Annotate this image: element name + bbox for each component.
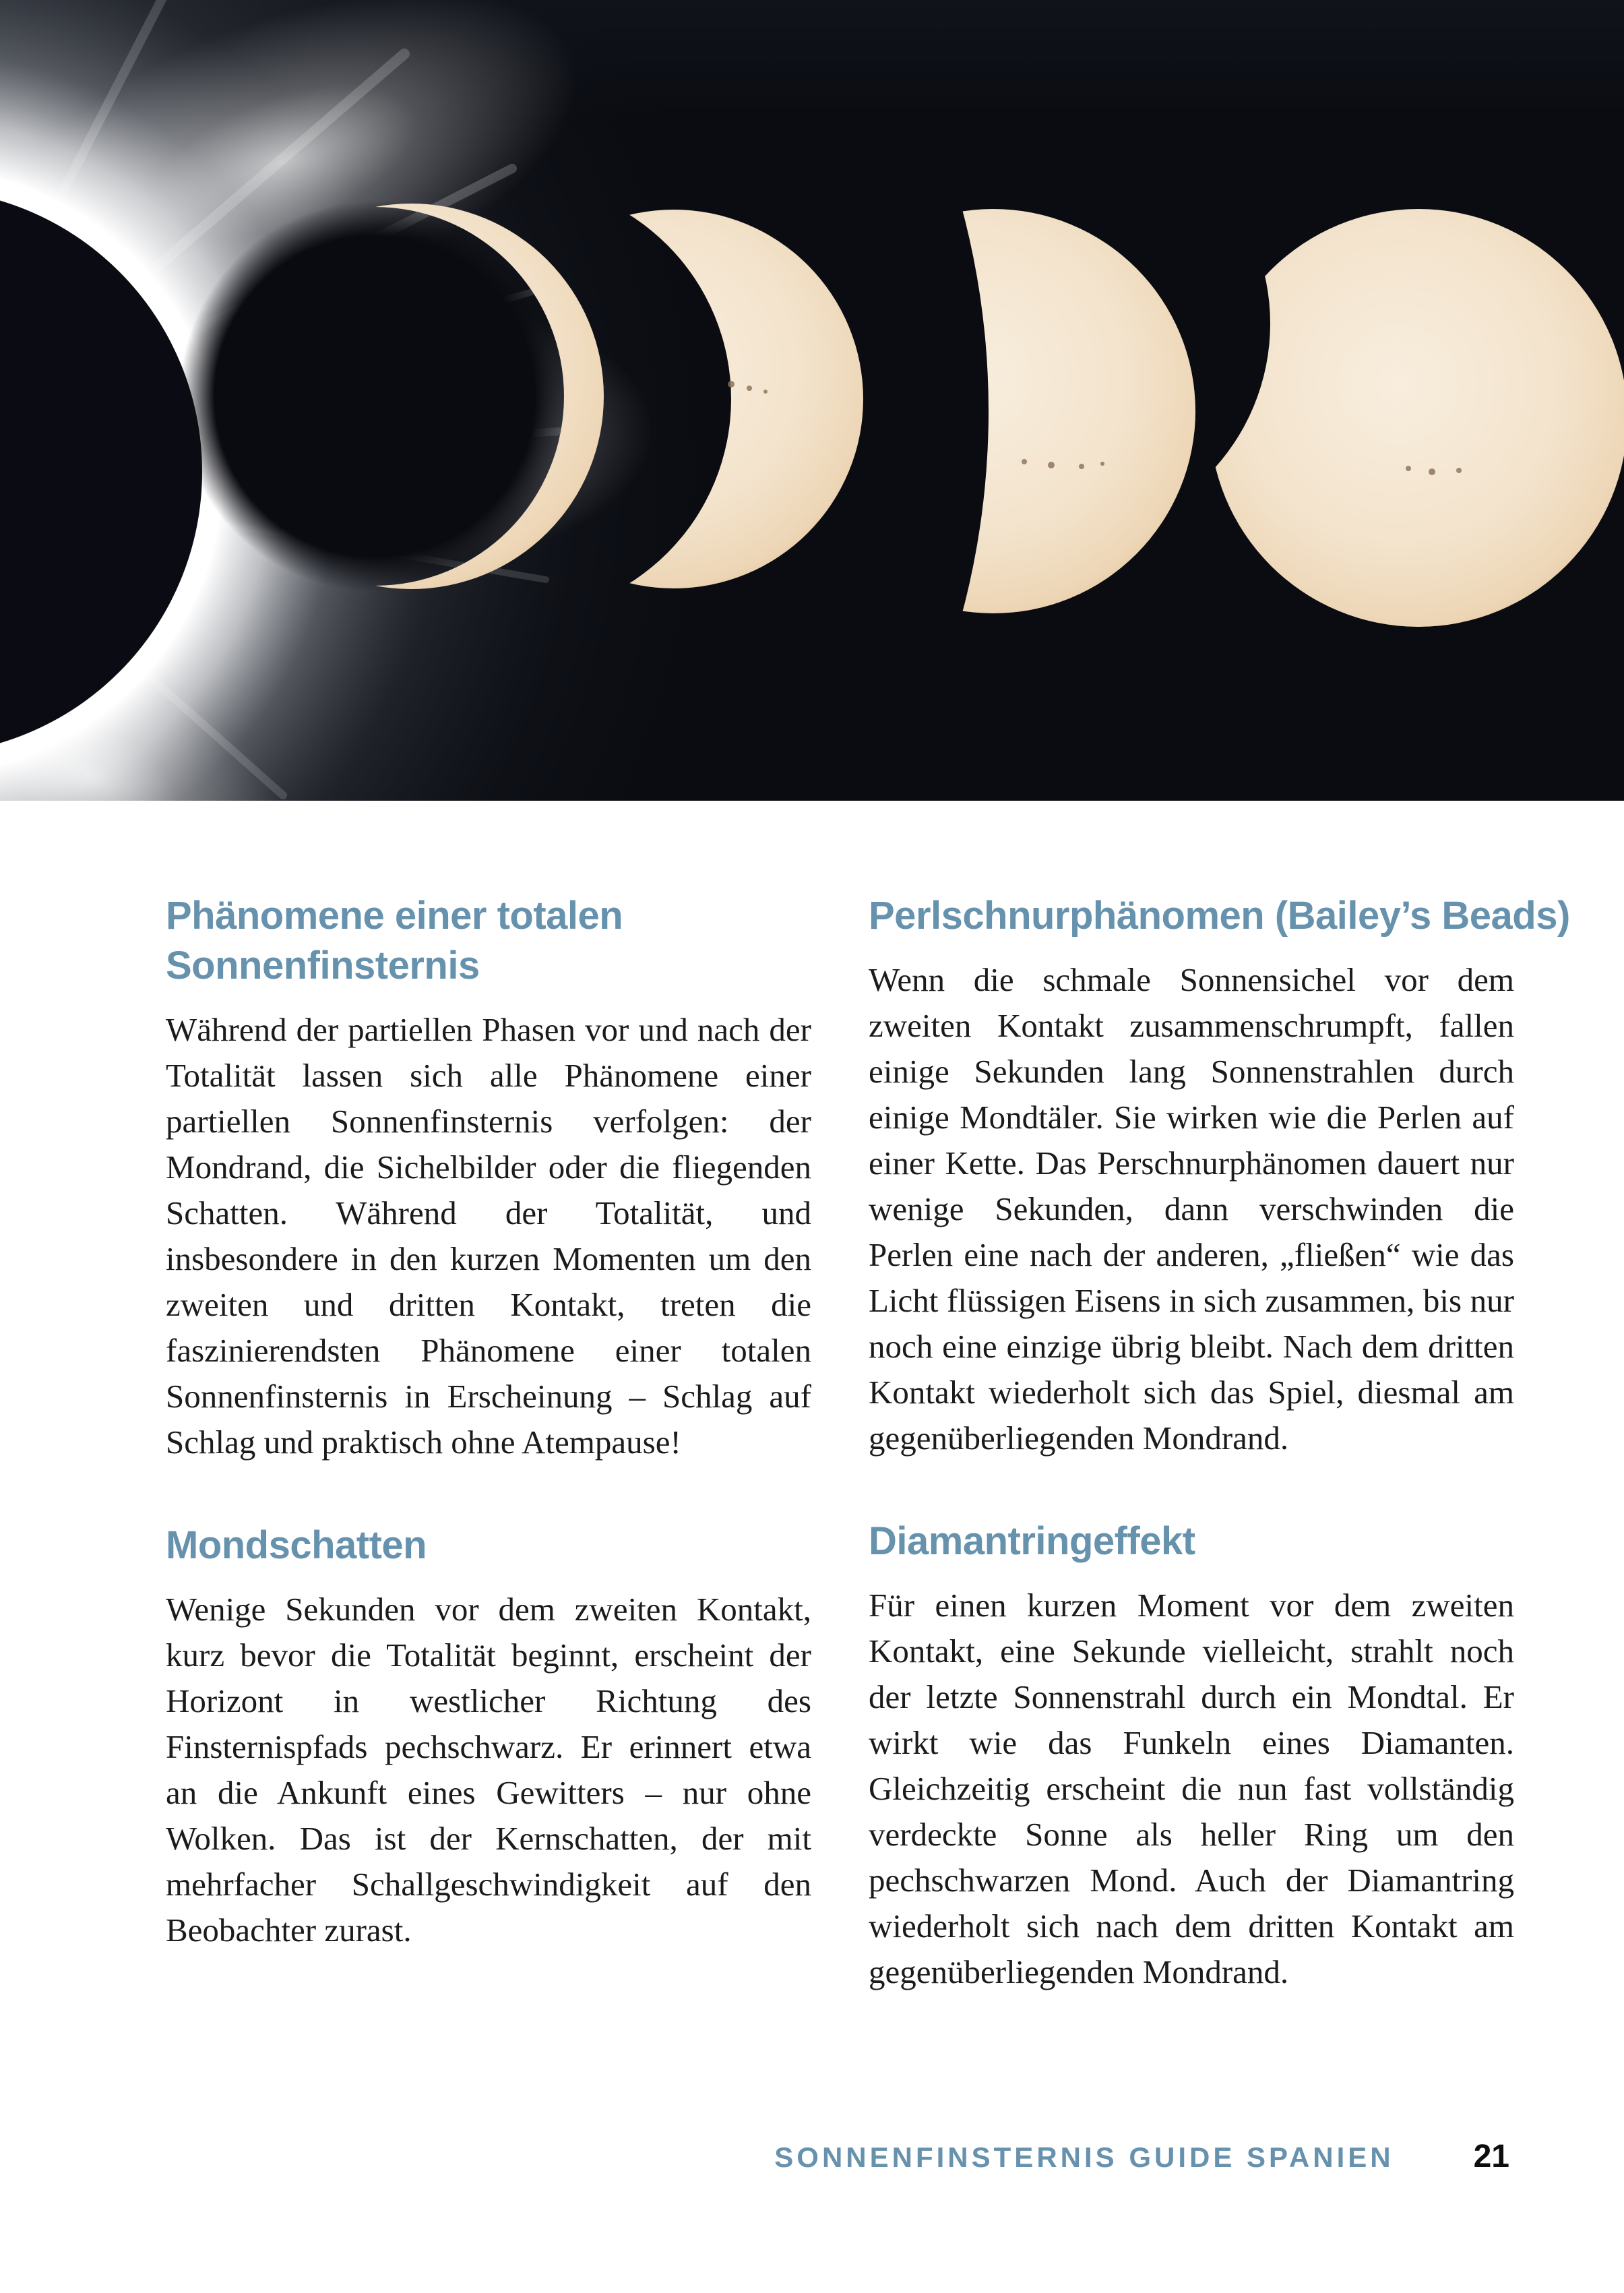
paragraph-phaenomene: Während der partiellen Phasen vor und nach der Totalität lassen sich alle Phänomene einer partiellen Sonnenfinsternis verfolgen: der Mondrand, die Sichelbilder oder die fliegenden Schatten. Während der Totalität, und insbesondere in den kurzen Momenten um den zweiten und dritten Kontakt, treten die faszinierendsten Phänomene einer totalen Sonnenfinsternis in Erscheinung – Schlag auf Schlag und praktisch ohne Atempause! — [166, 1011, 811, 1461]
footer-page-number: 21 — [1473, 2139, 1509, 2174]
section-heading-phaenomene: Phänomene einer totalen Sonnenfinsternis — [166, 894, 623, 987]
eclipse-photo-svg — [0, 0, 1624, 801]
paragraph-diamantring: Für einen kurzen Moment vor dem zweiten Kontakt, eine Sekunde vielleicht, strahlt noch der letzte Sonnenstrahl durch ein Mondtal. Er wirkt wie das Funkeln eines Diamanten. Gleichzeitig erscheint die nun fast vollständig verdeckte Sonne als heller Ring um den pechschwarzen Mond. Auch der Diamantring wiederholt sich nach dem dritten Kontakt am gegenüberliegenden Mondrand. — [869, 1587, 1514, 1990]
footer-book-title: SONNENFINSTERNIS GUIDE SPANIEN — [774, 2141, 1394, 2173]
column-left — [166, 891, 811, 1953]
paragraph-perlschnur: Wenn die schmale Sonnensichel vor dem zweiten Kontakt zusammenschrumpft, fallen einige Sekunden lang Sonnenstrahlen durch einige Mondtäler. Sie wirken wie die Perlen auf einer Kette. Das Perschnurphänomen dauert nur wenige Sekunden, dann verschwinden die Perlen eine nach der anderen, „fließen“ wie das Licht flüssigen Eisens in sich zusammen, bis nur noch eine einzige übrig bleibt. Nach dem dritten Kontakt wiederholt sich das Spiel, diesmal am gegenüberliegenden Mondrand. — [869, 961, 1514, 1457]
sun-nearly-full — [1210, 209, 1624, 627]
page-footer — [774, 2138, 1509, 2175]
sun-thick-crescent — [791, 209, 1195, 613]
column-right — [869, 891, 1570, 1995]
section-heading-perlschnur: Perlschnurphänomen (Bailey’s Beads) — [869, 894, 1570, 938]
paragraph-mondschatten: Wenige Sekunden vor dem zweiten Kontakt, kurz bevor die Totalität beginnt, erscheint der Horizont in westlicher Richtung des Finsternispfads pechschwarz. Er erinnert etwa an die Ankunft eines Gewitters – nur ohne Wolken. Das ist der Kernschatten, der mit mehrfacher Schallgeschwindigkeit auf den Beobachter zurast. — [166, 1591, 811, 1949]
section-heading-mondschatten: Mondschatten — [166, 1523, 427, 1567]
section-heading-diamantring: Diamantringeffekt — [869, 1519, 1195, 1563]
eclipse-photo — [0, 0, 1624, 801]
